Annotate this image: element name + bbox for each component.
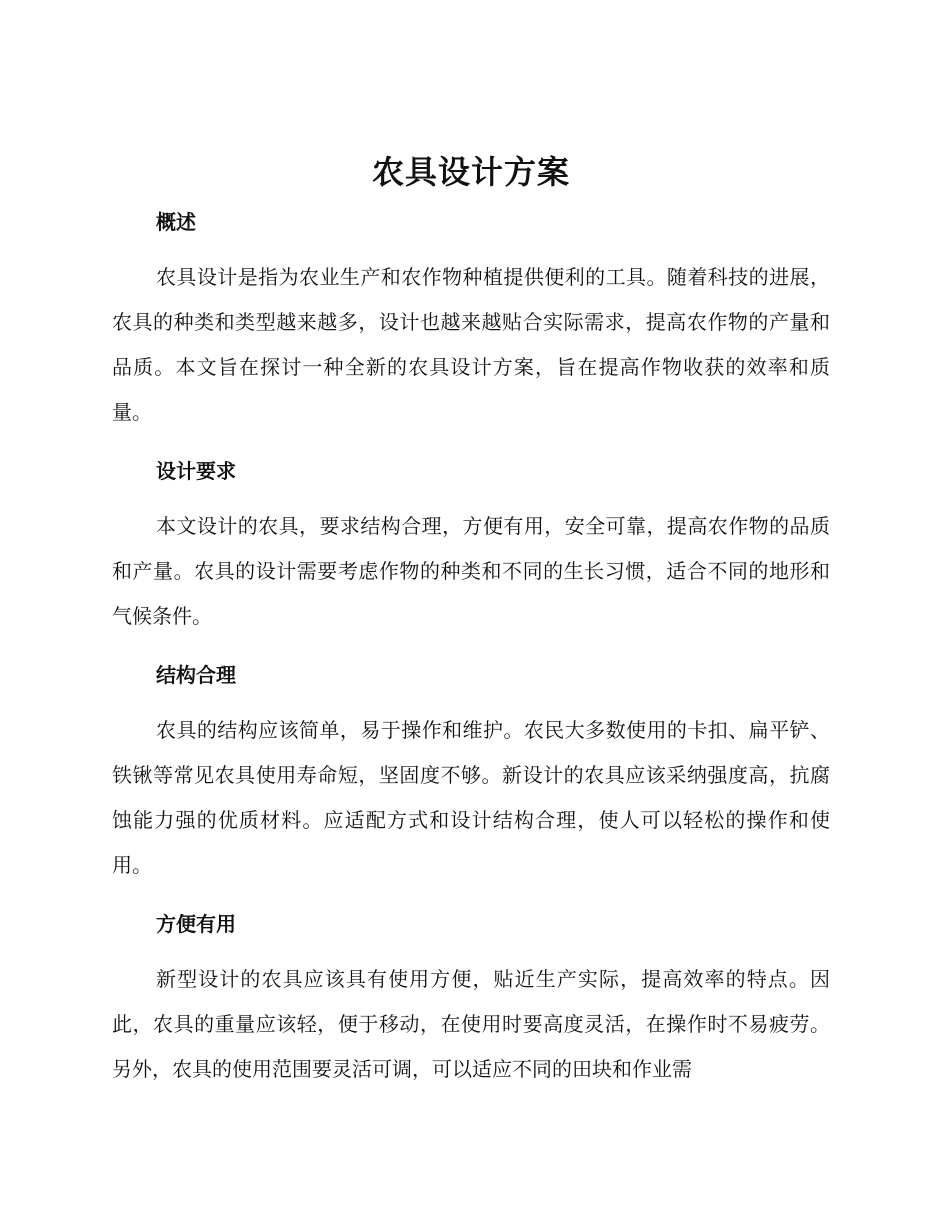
- section-paragraph-design-requirements: 本文设计的农具，要求结构合理，方便有用，安全可靠，提高农作物的品质和产量。农具的设计需要考虑作物的种类和不同的生长习惯，适合不同的地形和气候条件。: [112, 514, 830, 628]
- section-heading-convenient-useful: 方便有用: [156, 912, 236, 936]
- section-paragraph-convenient-useful: 新型设计的农具应该具有使用方便，贴近生产实际，提高效率的特点。因此，农具的重量应该轻，便于移动，在使用时要高度灵活，在操作时不易疲劳。另外，农具的使用范围要灵活可调，可以适应不同的田块和作业需: [112, 967, 830, 1081]
- section-paragraph-reasonable-structure: 农具的结构应该简单，易于操作和维护。农民大多数使用的卡扣、扁平铲、铁锹等常见农具使用寿命短，坚固度不够。新设计的农具应该采纳强度高，抗腐蚀能力强的优质材料。应适配方式和设计结构合理，使人可以轻松的操作和使用。: [112, 718, 830, 877]
- section-heading-overview: 概述: [156, 210, 196, 234]
- section-heading-reasonable-structure: 结构合理: [156, 663, 236, 687]
- section-paragraph-overview: 农具设计是指为农业生产和农作物种植提供便利的工具。随着科技的进展，农具的种类和类型越来越多，设计也越来越贴合实际需求，提高农作物的产量和品质。本文旨在探讨一种全新的农具设计方案，旨在提高作物收获的效率和质量。: [112, 265, 830, 424]
- section-heading-design-requirements: 设计要求: [156, 459, 236, 483]
- document-title: 农具设计方案: [371, 153, 570, 191]
